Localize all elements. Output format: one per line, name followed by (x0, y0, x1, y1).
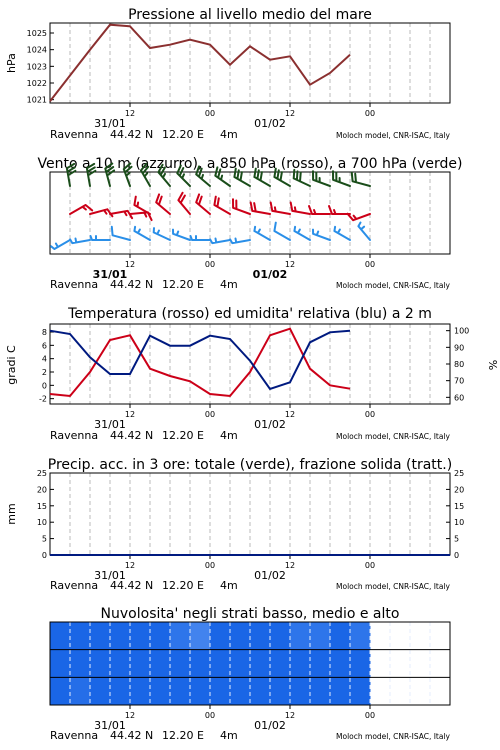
cloud-cell-medio (170, 650, 191, 678)
humidity-ylabel: % (486, 359, 499, 371)
wind-barb-850hpa (214, 197, 230, 214)
station-alt: 4m (220, 729, 238, 742)
model-credit: Moloch model, CNR-ISAC, Italy (336, 281, 450, 290)
y-tick-label: 20 (454, 485, 465, 495)
cloud-cell-basso (90, 677, 111, 705)
cloud-cell-medio (230, 650, 251, 678)
cloud-cell-medio (70, 650, 91, 678)
x-tick-label: 12 (284, 260, 296, 269)
y-tick-label: 8 (41, 328, 47, 337)
cloud-cell-medio (190, 650, 211, 678)
station-lon: 12.20 E (162, 729, 204, 742)
station-lat: 44.42 N (110, 579, 154, 592)
precip-panel (5, 457, 464, 592)
cloud-cell-basso (110, 677, 131, 705)
wind-barb-10m (274, 223, 290, 240)
cloud-footer (50, 729, 451, 742)
station-lon: 12.20 E (162, 579, 204, 592)
wind-barb-850hpa (90, 209, 112, 216)
y-tick-label: 1025 (26, 29, 47, 38)
wind-barb-10m (91, 236, 111, 240)
date-label: 01/02 (254, 569, 286, 582)
cloud-cell-medio (110, 650, 131, 678)
temperature-title: Temperatura (rosso) ed umidita' relativa (blu) a 2 m (68, 306, 432, 322)
station-alt: 4m (220, 429, 238, 442)
y-tick-label: 80 (454, 360, 465, 369)
cloud-cell-alto (310, 622, 331, 650)
precip-y-ticks-right (446, 469, 464, 560)
cloud-cell-basso (70, 677, 91, 705)
cloud-cell-medio (310, 650, 331, 678)
y-tick-label: 100 (454, 326, 470, 336)
wind-panel (37, 156, 462, 291)
wind-barb-10m (230, 239, 250, 244)
station-lon: 12.20 E (162, 128, 204, 141)
wind-barb-10m (358, 223, 370, 241)
x-tick-label: 00 (204, 711, 216, 720)
cloud-cell-alto (110, 622, 131, 650)
wind-barb-10m (134, 227, 150, 240)
wind-barb-10m (334, 227, 350, 240)
station-name: Ravenna (50, 128, 99, 141)
humidity-y-ticks (446, 327, 469, 403)
wind-barb-850hpa (156, 194, 170, 214)
y-tick-label: 25 (454, 469, 465, 478)
cloud-cell-medio (290, 650, 311, 678)
pressure-frame (50, 23, 450, 103)
cloud-cell-alto (330, 622, 351, 650)
wind-barb-850hpa (70, 205, 92, 214)
cloud-cell-alto (90, 622, 111, 650)
x-tick-label: 00 (204, 260, 216, 269)
cloud-cell-medio (350, 650, 371, 678)
wind-barb-850hpa (309, 206, 330, 214)
precip-footer (50, 579, 451, 592)
pressure-title: Pressione al livello medio del mare (128, 7, 372, 23)
x-tick-label: 00 (364, 260, 376, 269)
cloud-cell-medio (90, 650, 111, 678)
y-tick-label: 5 (41, 534, 47, 544)
station-lon: 12.20 E (162, 429, 204, 442)
cloud-cell-alto (130, 622, 151, 650)
precip-title: Precip. acc. in 3 ore: totale (verde), frazione solida (tratt.) (47, 457, 453, 473)
cloud-cell-basso (50, 677, 71, 705)
cloud-cell-medio (150, 650, 171, 678)
wind-barb-10m (313, 230, 330, 240)
x-tick-label: 00 (364, 711, 376, 720)
station-name: Ravenna (50, 429, 99, 442)
x-tick-label: 00 (364, 561, 376, 570)
cloud-cell-medio (130, 650, 151, 678)
cloud-cell-basso (250, 677, 271, 705)
y-tick-label: 1021 (26, 95, 47, 105)
y-tick-label: 70 (454, 376, 465, 386)
cloud-cell-basso (350, 677, 371, 705)
wind-x-ticks (93, 254, 375, 281)
pressure-panel (5, 7, 451, 141)
y-tick-label: 25 (36, 469, 47, 478)
wind-barb-10m (294, 227, 310, 240)
wind-barb-700hpa (352, 173, 370, 186)
cloud-cell-alto (350, 622, 371, 650)
wind-barb-700hpa (333, 171, 350, 186)
cloud-cell-basso (170, 677, 191, 705)
date-label: 01/02 (254, 117, 286, 130)
temperature-footer (50, 429, 451, 442)
y-tick-label: 4 (41, 354, 47, 364)
cloud-cell-medio (330, 650, 351, 678)
cloud-cell-alto (190, 622, 211, 650)
x-tick-label: 12 (124, 561, 136, 570)
cloud-cell-basso (130, 677, 151, 705)
y-tick-label: -2 (39, 394, 47, 404)
cloud-cell-basso (270, 677, 291, 705)
station-lat: 44.42 N (110, 429, 154, 442)
date-label: 31/01 (94, 719, 126, 732)
temperature-ylabel: gradi C (5, 345, 18, 385)
precip-frame (50, 473, 450, 555)
x-tick-label: 12 (284, 561, 296, 570)
wind-barb-850hpa (251, 203, 270, 215)
date-label: 01/02 (254, 719, 286, 732)
date-label: 31/01 (94, 418, 126, 431)
cloud-cell-alto (50, 622, 71, 650)
date-label: 01/02 (252, 268, 288, 281)
cloud-cell-basso (330, 677, 351, 705)
station-lat: 44.42 N (110, 128, 154, 141)
pressure-x-ticks (94, 103, 375, 130)
wind-barb-850hpa (196, 194, 210, 214)
cloud-cell-alto (150, 622, 171, 650)
cloud-cell-medio (250, 650, 271, 678)
y-tick-label: 1024 (26, 45, 47, 55)
pressure-ylabel: hPa (5, 53, 18, 73)
station-lat: 44.42 N (110, 729, 154, 742)
pressure-grid (70, 23, 430, 103)
wind-barb-850hpa (233, 199, 250, 214)
cloud-cell-basso (150, 677, 171, 705)
station-alt: 4m (220, 278, 238, 291)
cloud-cell-basso (230, 677, 251, 705)
cloud-cell-medio (270, 650, 291, 678)
x-tick-label: 00 (204, 109, 216, 118)
y-tick-label: 20 (36, 485, 47, 495)
cloud-cell-basso (310, 677, 331, 705)
x-tick-label: 12 (284, 410, 296, 419)
x-tick-label: 00 (204, 561, 216, 570)
date-label: 31/01 (94, 117, 126, 130)
cloud-cell-alto (210, 622, 231, 650)
y-tick-label: 0 (41, 551, 47, 560)
wind-barb-10m (154, 228, 170, 240)
y-tick-label: 10 (36, 518, 47, 528)
wind-barb-10m (51, 240, 70, 249)
temperature-x-ticks (94, 404, 375, 431)
wind-barb-850hpa (110, 211, 132, 218)
x-tick-label: 12 (284, 109, 296, 118)
y-tick-label: 15 (454, 501, 465, 511)
cloud-panel (50, 606, 451, 742)
date-label: 31/01 (94, 569, 126, 582)
y-tick-label: 10 (454, 518, 465, 528)
cloud-cell-basso (190, 677, 211, 705)
model-credit: Moloch model, CNR-ISAC, Italy (336, 131, 450, 140)
cloud-cell-basso (210, 677, 231, 705)
station-lat: 44.42 N (110, 278, 154, 291)
cloud-cell-alto (230, 622, 251, 650)
cloud-cell-alto (250, 622, 271, 650)
date-label: 01/02 (254, 418, 286, 431)
station-name: Ravenna (50, 579, 99, 592)
cloud-title: Nuvolosita' negli strati basso, medio e alto (100, 606, 400, 622)
station-alt: 4m (220, 579, 238, 592)
wind-footer (50, 278, 451, 291)
wind-barb-850hpa (134, 197, 150, 214)
station-name: Ravenna (50, 278, 99, 291)
x-tick-label: 00 (204, 410, 216, 419)
wind-barb-10m (112, 227, 130, 240)
x-tick-label: 00 (364, 109, 376, 118)
model-credit: Moloch model, CNR-ISAC, Italy (336, 732, 450, 741)
x-tick-label: 12 (284, 711, 296, 720)
temperature-frame (50, 324, 450, 404)
station-alt: 4m (220, 128, 238, 141)
y-tick-label: 2 (41, 368, 47, 377)
cloud-cell-alto (170, 622, 191, 650)
x-tick-label: 00 (364, 410, 376, 419)
date-label: 31/01 (92, 268, 128, 281)
x-tick-label: 12 (124, 109, 136, 118)
y-tick-label: 60 (454, 393, 465, 403)
precip-x-ticks (94, 555, 375, 582)
pressure-line (50, 25, 350, 102)
cloud-cell-alto (70, 622, 91, 650)
wind-barb-850hpa (178, 193, 190, 214)
cloud-cell-basso (290, 677, 311, 705)
precip-grid (70, 473, 430, 555)
temperature-y-ticks (39, 328, 54, 404)
wind-title: Vento a 10 m (azzurro), a 850 hPa (rosso), a 700 hPa (verde) (37, 156, 463, 172)
y-tick-label: 0 (41, 381, 47, 391)
cloud-cell-medio (50, 650, 71, 678)
cloud-cell-alto (290, 622, 311, 650)
wind-barb-10m (191, 236, 211, 240)
y-tick-label: 15 (36, 501, 47, 511)
y-tick-label: 1023 (26, 62, 47, 72)
cloud-cell-medio (210, 650, 231, 678)
wind-barb-10m (254, 227, 270, 240)
wind-barb-850hpa (348, 214, 371, 221)
wind-barb-850hpa (271, 203, 290, 215)
model-credit: Moloch model, CNR-ISAC, Italy (336, 432, 450, 441)
wind-barb-10m (173, 230, 190, 240)
wind-barb-850hpa (291, 203, 310, 215)
y-tick-label: 1022 (26, 79, 47, 88)
x-tick-label: 12 (124, 410, 136, 419)
precip-ylabel: mm (5, 503, 18, 525)
y-tick-label: 5 (454, 534, 460, 544)
cloud-x-ticks (94, 705, 375, 732)
y-tick-label: 6 (41, 341, 47, 351)
y-tick-label: 0 (454, 551, 460, 560)
pressure-footer (50, 128, 451, 141)
y-tick-label: 90 (454, 343, 465, 353)
wind-barb-700hpa (313, 171, 330, 186)
model-credit: Moloch model, CNR-ISAC, Italy (336, 582, 450, 591)
wind-barb-850hpa (329, 206, 350, 214)
wind-barb-10m (210, 239, 230, 244)
station-lon: 12.20 E (162, 278, 204, 291)
wind-barb-10m (70, 239, 90, 244)
wind-barbs (51, 164, 370, 250)
temperature-panel (5, 306, 499, 442)
station-name: Ravenna (50, 729, 99, 742)
cloud-cell-alto (270, 622, 291, 650)
x-tick-label: 12 (124, 711, 136, 720)
precip-y-ticks (37, 469, 54, 560)
x-tick-label: 12 (124, 260, 136, 269)
